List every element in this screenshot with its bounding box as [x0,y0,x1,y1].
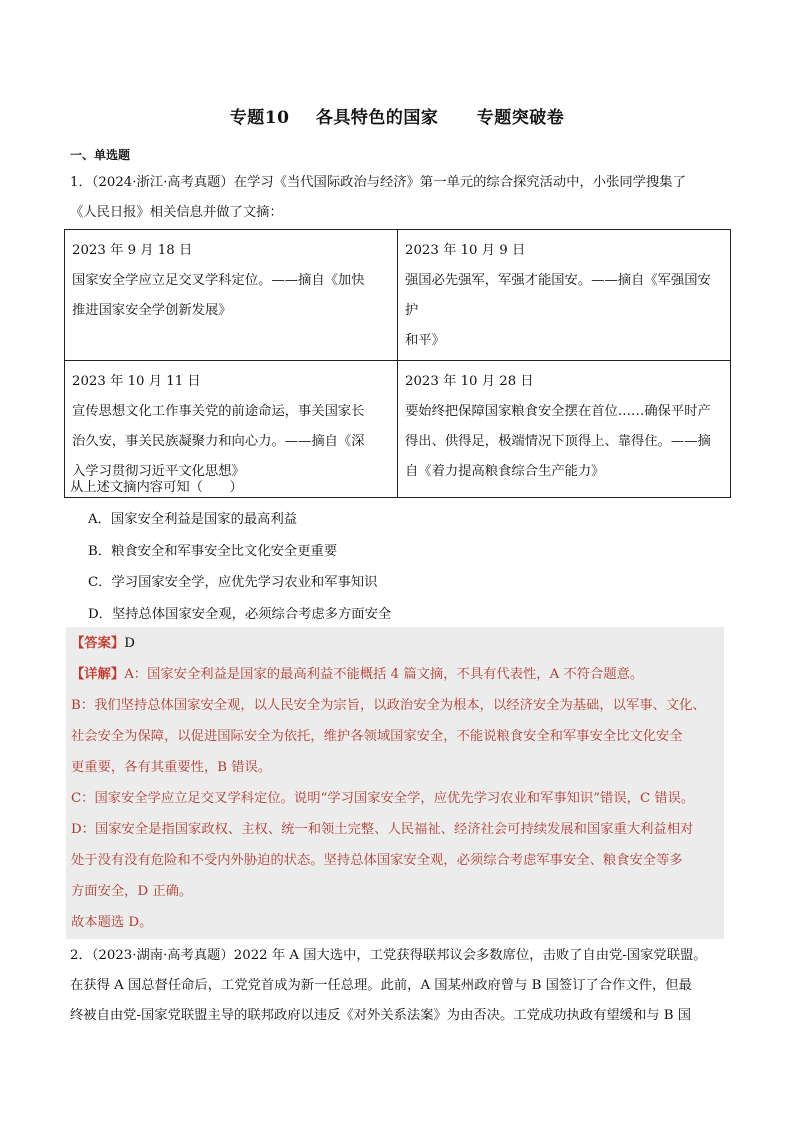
option-a[interactable]: A．国家安全利益是国家的最高利益 [88,512,298,527]
answer-options [88,504,391,630]
question-2-stem [70,941,730,1031]
digest-table [64,229,731,498]
digest-text: 自《着力提高粮食综合生产能力》 [405,464,605,479]
question-1-prompt: 从上述文摘内容可知（ ） [70,480,243,495]
section-heading: 一、单选题 [70,148,131,162]
digest-date: 2023 年 10 月 9 日 [405,243,526,258]
detail-line: 更重要，各有其重要性，B 错误。 [71,760,272,775]
detail-line: C：国家安全学应立足交叉学科定位。说明“学习国家安全学，应优先学习农业和军事知识”错误，C 错误。 [71,791,695,806]
digest-cell [398,230,731,361]
answer-value: D [124,636,135,651]
answer-analysis-box [66,627,724,939]
detail-text: A：国家安全利益是国家的最高利益不能概括 4 篇文摘，不具有代表性，A 不符合题意。 [124,667,644,682]
topic-number: 专题10 [229,108,290,128]
digest-text: 入学习贯彻习近平文化思想》 [72,464,245,479]
digest-text: 要始终把保障国家粮食安全摆在首位……确保平时产 [405,404,711,419]
topic-title: 各具特色的国家 [315,108,439,128]
topic-subtitle: 专题突破卷 [476,108,565,128]
option-c[interactable]: C．学习国家安全学，应优先学习农业和军事知识 [88,575,378,590]
option-b[interactable]: B．粮食安全和军事安全比文化安全更重要 [88,543,338,559]
question-1-stem [70,168,730,228]
answer-line [71,633,135,655]
digest-text: 宣传思想文化工作事关党的前途命运，事关国家长 [72,404,365,419]
detail-line: D：国家安全是指国家政权、主权、统一和领土完整、人民福祉、经济社会可持续发展和国家重大利益相对 [71,822,694,837]
question-2-line: 终被自由党-国家党联盟主导的联邦政府以违反《对外关系法案》为由否决。工党成功执政有望缓和与 B 国 [70,1008,692,1023]
answer-tag: 【答案】 [71,636,125,651]
digest-date: 2023 年 9 月 18 日 [72,243,193,258]
digest-date: 2023 年 10 月 28 日 [405,374,534,389]
table-row [65,230,731,361]
digest-text: 强国必先强军，军强才能国安。——摘自《军强国安护 [405,273,711,318]
digest-date: 2023 年 10 月 11 日 [72,374,201,389]
question-1-line-1: 1．（2024·浙江·高考真题）在学习《当代国际政治与经济》第一单元的综合探究活动中，小张同学搜集了 [70,175,686,190]
detail-tag: 【详解】 [71,667,125,682]
digest-text: 治久安，事关民族凝聚力和向心力。——摘自《深 [72,434,365,449]
detail-line: 故本题选 D。 [71,915,153,930]
question-2-line: 2．（2023·湖南·高考真题）2022 年 A 国大选中，工党获得联邦议会多数席位，击败了自由党-国家党联盟。 [70,948,707,963]
detail-line: 社会安全为保障，以促进国际安全为依托，维护各领域国家安全，不能说粮食安全和军事安全比文化安全 [71,729,683,744]
detail-line [71,664,643,686]
detail-line: B：我们坚持总体国家安全观，以人民安全为宗旨，以政治安全为根本，以经济安全为基础，以军事、文化、 [71,698,706,713]
digest-cell [65,230,398,361]
detail-line: 处于没有没有危险和不受内外胁迫的状态。坚持总体国家安全观，必须综合考虑军事安全、粮食安全等多 [71,853,683,868]
digest-text: 和平》 [405,333,445,348]
detail-line: 方面安全，D 正确。 [71,884,193,899]
question-2-line: 在获得 A 国总督任命后，工党党首成为新一任总理。此前，A 国某州政府曾与 B 国签订了合作文件，但最 [70,978,692,993]
digest-text: 推进国家安全学创新发展》 [72,303,232,318]
page-title [0,103,794,128]
digest-cell [398,361,731,498]
option-d[interactable]: D．坚持总体国家安全观，必须综合考虑多方面安全 [88,606,392,622]
question-1-line-2: 《人民日报》相关信息并做了文摘： [70,205,283,220]
digest-text: 得出、供得足，极端情况下顶得上、靠得住。——摘 [405,434,711,449]
digest-text: 国家安全学应立足交叉学科定位。——摘自《加快 [72,273,365,288]
